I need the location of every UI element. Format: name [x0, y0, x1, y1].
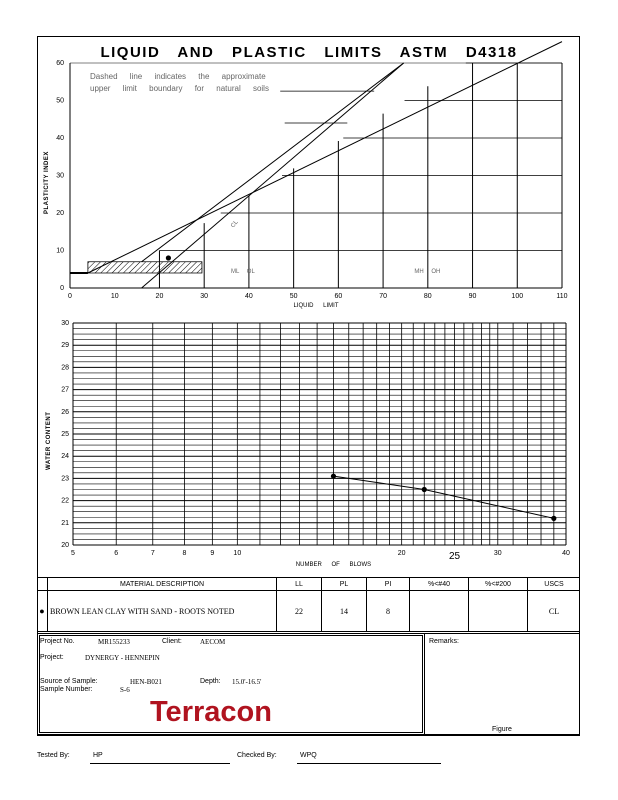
- flow-x-tick-label: 10: [233, 550, 242, 557]
- flow-x-tick-label: 6: [114, 550, 119, 557]
- water-content-axis-label: WATER CONTENT: [46, 411, 52, 470]
- header-uscs: USCS: [528, 578, 581, 591]
- depth-value: 15.0'-16.5': [232, 678, 262, 686]
- flow-curve-line: [333, 476, 553, 518]
- header-pl: PL: [322, 578, 367, 591]
- plasticity-data-point: [166, 255, 171, 260]
- cl-region-label: CL: [230, 219, 240, 230]
- table-row: [37, 591, 580, 632]
- client-label: Client:: [162, 638, 182, 645]
- plasticity-y-tick-label: 20: [56, 210, 64, 217]
- flow-x-tick-label: 30: [493, 550, 502, 557]
- plasticity-y-tick-label: 60: [56, 60, 64, 67]
- pct200-value: [469, 591, 528, 632]
- source-label: Source of Sample:: [40, 678, 98, 685]
- client-value: AECOM: [200, 638, 226, 646]
- project-no-label: Project No.: [40, 638, 75, 645]
- plasticity-x-tick-label: 90: [468, 293, 477, 300]
- flow-x-tick-label: 40: [562, 550, 570, 557]
- flow-data-point: [331, 474, 336, 479]
- plasticity-y-tick-label: 10: [56, 247, 64, 255]
- flow-x-tick-label: 8: [182, 550, 187, 557]
- pl-value: 14: [322, 591, 367, 632]
- plasticity-y-tick-label: 0: [60, 285, 64, 292]
- source-value: HEN-B021: [130, 678, 162, 686]
- flow-x-tick-label: 5: [71, 550, 75, 557]
- project-no-value: MR155233: [98, 638, 130, 646]
- checked-by-value: WPQ: [300, 752, 317, 759]
- flow-y-tick-label: 26: [61, 408, 69, 416]
- project-label: Project:: [40, 654, 64, 661]
- uscs-value: CL: [528, 591, 581, 632]
- plasticity-y-tick-label: 40: [56, 135, 64, 142]
- flow-x-tick-label: 9: [210, 550, 215, 557]
- tested-by-label: Tested By:: [37, 752, 70, 759]
- flow-y-tick-label: 27: [61, 386, 69, 394]
- plasticity-x-tick-label: 50: [289, 293, 298, 300]
- remarks-label: Remarks:: [429, 638, 459, 645]
- plasticity-y-tick-label: 30: [56, 172, 64, 180]
- flow-x-tick-label: 20: [397, 550, 406, 557]
- plasticity-x-tick-label: 30: [200, 293, 209, 300]
- plasticity-x-tick-label: 110: [556, 293, 568, 300]
- sample-label: Sample Number:: [40, 686, 93, 693]
- plasticity-x-tick-label: 80: [423, 293, 432, 300]
- flow-y-tick-label: 28: [61, 364, 69, 372]
- figure-label: Figure: [492, 726, 512, 733]
- point-marker-icon: ●: [37, 591, 48, 632]
- project-value: DYNERGY - HENNEPIN: [85, 654, 160, 662]
- page-title: LIQUID AND PLASTIC LIMITS ASTM D4318: [100, 44, 518, 61]
- terracon-logo: Terracon: [150, 696, 272, 728]
- flow-x-tick-label: 25: [449, 551, 461, 562]
- chart-note-line2: upper limit boundary for natural soils: [90, 84, 269, 93]
- flow-y-tick-label: 25: [61, 431, 69, 438]
- cl-ml-hatched-zone: [88, 262, 202, 273]
- plasticity-x-tick-label: 100: [511, 293, 524, 300]
- plasticity-x-tick-label: 70: [379, 293, 387, 300]
- pct40-value: [410, 591, 469, 632]
- flow-x-tick-label: 7: [150, 550, 155, 557]
- material-description: BROWN LEAN CLAY WITH SAND - ROOTS NOTED: [48, 591, 277, 632]
- checked-by-line: [297, 763, 441, 764]
- flow-y-tick-label: 24: [61, 453, 69, 461]
- plasticity-y-tick-label: 50: [56, 97, 64, 105]
- marker-header: [37, 578, 48, 591]
- flow-y-tick-label: 29: [61, 342, 69, 350]
- plasticity-index-axis-label: PLASTICITY INDEX: [44, 151, 50, 214]
- plasticity-x-tick-label: 20: [155, 293, 164, 300]
- tested-by-value: HP: [93, 752, 103, 759]
- depth-label: Depth:: [200, 678, 221, 685]
- flow-y-tick-label: 30: [61, 320, 69, 327]
- material-table: [37, 577, 580, 632]
- tested-by-line: [90, 763, 230, 764]
- chart-note-line1: Dashed line indicates the approximate: [90, 72, 266, 81]
- flow-y-tick-label: 22: [61, 497, 69, 505]
- header-pi: PI: [367, 578, 410, 591]
- pi-value: 8: [367, 591, 410, 632]
- plasticity-x-tick-label: 40: [245, 293, 253, 300]
- flow-data-point: [551, 516, 556, 521]
- plasticity-x-axis-label: LIQUID LIMIT: [293, 303, 339, 309]
- header-material-description: MATERIAL DESCRIPTION: [48, 578, 277, 591]
- flow-x-axis-label: NUMBER OF BLOWS: [295, 562, 372, 568]
- plasticity-x-tick-label: 60: [334, 293, 343, 300]
- header-ll: LL: [277, 578, 322, 591]
- ll-value: 22: [277, 591, 322, 632]
- flow-y-tick-label: 23: [61, 475, 69, 483]
- flow-y-tick-label: 20: [61, 542, 69, 549]
- plasticity-x-tick-label: 0: [68, 293, 72, 300]
- checked-by-label: Checked By:: [237, 752, 277, 759]
- ml-ol-region-label: ML OL: [231, 269, 255, 275]
- header-pct200: %<#200: [469, 578, 528, 591]
- header-pct40: %<#40: [410, 578, 469, 591]
- remarks-box: [425, 633, 580, 735]
- flow-data-point: [422, 487, 427, 492]
- sample-value: S-6: [120, 686, 130, 694]
- plasticity-x-tick-label: 10: [110, 293, 119, 300]
- flow-y-tick-label: 21: [61, 519, 69, 527]
- mh-oh-region-label: MH OH: [414, 269, 441, 275]
